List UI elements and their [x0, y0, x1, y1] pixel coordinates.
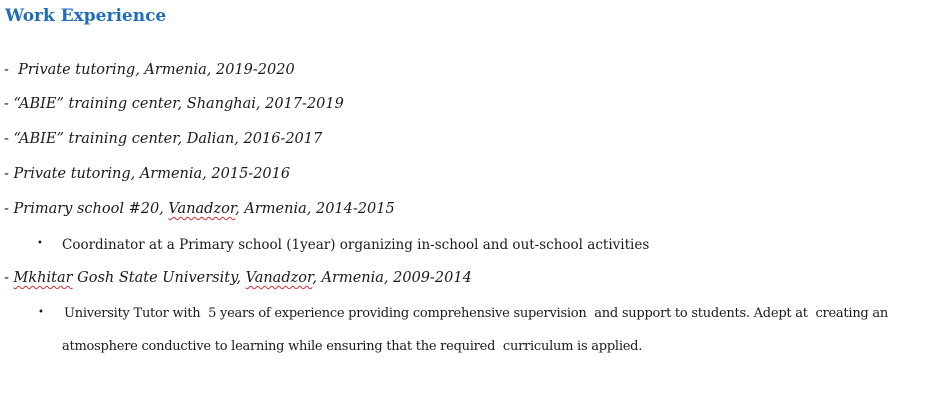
bullet-text-line-2: atmosphere conductive to learning while ensuring that the required curriculum is applied.	[62, 339, 643, 354]
bullet-icon: •	[37, 238, 43, 249]
experience-entry-private-tutoring-2019	[4, 62, 295, 78]
experience-entry-abie-dalian	[4, 131, 322, 147]
entry-text: Private tutoring, Armenia, 2019-2020	[18, 62, 295, 78]
experience-entry-private-tutoring-2015	[4, 166, 290, 182]
bullet-text-line-1: University Tutor with 5 years of experience providing comprehensive supervision and support to students. Adept at creating an	[64, 306, 889, 321]
entry-text: Private tutoring, Armenia, 2015-2016	[13, 166, 291, 182]
entry-text: “ABIE” training center, Dalian, 2016-2017	[13, 131, 323, 147]
entry-text: “ABIE” training center, Shanghai, 2017-2019	[13, 96, 344, 112]
experience-entry-university	[4, 270, 472, 286]
experience-entry-primary-school	[4, 201, 395, 217]
entry-prefix: -	[4, 201, 14, 217]
entry-prefix: -	[4, 62, 19, 78]
experience-entry-abie-shanghai	[4, 96, 344, 112]
entry-prefix: -	[4, 270, 14, 286]
spellcheck-word: Vanadzor	[168, 201, 236, 217]
spellcheck-word-2: Vanadzor	[245, 270, 313, 286]
entry-prefix: -	[4, 166, 14, 182]
entry-text-middle: Gosh State University,	[72, 270, 246, 286]
entry-text-end: , Armenia, 2014-2015	[235, 201, 395, 217]
section-heading: Work Experience	[5, 6, 167, 26]
spellcheck-word: Mkhitar	[13, 270, 73, 286]
bullet-text: Coordinator at a Primary school (1year) organizing in-school and out-school activities	[62, 237, 650, 253]
entry-prefix: -	[4, 131, 14, 147]
bullet-icon: •	[38, 307, 44, 318]
entry-text-end: , Armenia, 2009-2014	[312, 270, 472, 286]
entry-text-start: Primary school #20,	[13, 201, 169, 217]
entry-prefix: -	[4, 96, 14, 112]
